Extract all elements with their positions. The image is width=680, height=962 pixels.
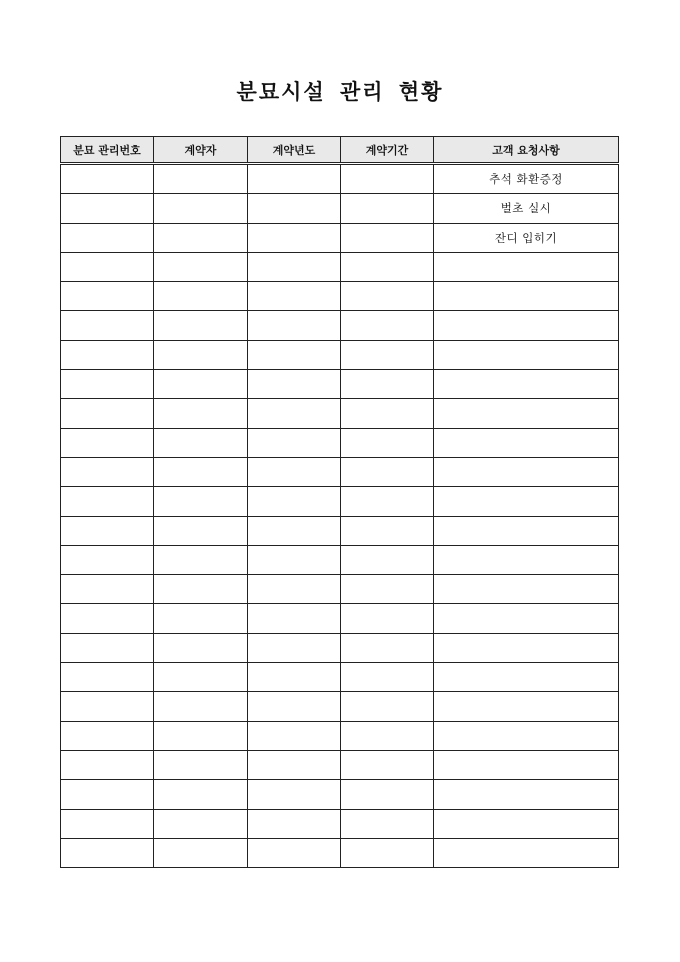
cell-contract-year: [248, 663, 341, 692]
cell-contractor: [154, 604, 248, 633]
cell-customer-request: [434, 692, 619, 721]
cell-grave-number: [61, 604, 154, 633]
cell-contract-period: [341, 663, 434, 692]
cell-contractor: [154, 633, 248, 662]
cell-contractor: [154, 663, 248, 692]
cell-grave-number: [61, 663, 154, 692]
cell-grave-number: [61, 399, 154, 428]
column-header-customer-requests: 고객 요청사항: [434, 137, 619, 164]
header-row: [61, 137, 619, 164]
management-table: [60, 136, 619, 868]
cell-contract-year: [248, 164, 341, 194]
table-row: [61, 252, 619, 281]
cell-contract-year: [248, 399, 341, 428]
cell-contract-year: [248, 516, 341, 545]
cell-customer-request: [434, 340, 619, 369]
cell-customer-request: [434, 750, 619, 779]
column-header-contract-year: 계약년도: [248, 137, 341, 164]
cell-contract-period: [341, 838, 434, 867]
table-row: [61, 692, 619, 721]
cell-contract-year: [248, 604, 341, 633]
cell-grave-number: [61, 252, 154, 281]
cell-grave-number: [61, 311, 154, 340]
cell-customer-request: [434, 809, 619, 838]
cell-grave-number: [61, 750, 154, 779]
cell-grave-number: [61, 457, 154, 486]
table-row: [61, 545, 619, 574]
cell-contract-period: [341, 633, 434, 662]
cell-contractor: [154, 545, 248, 574]
table-row: [61, 721, 619, 750]
column-header-grave-number: 분묘 관리번호: [61, 137, 154, 164]
cell-contract-year: [248, 194, 341, 223]
cell-contract-period: [341, 545, 434, 574]
table-body: [61, 164, 619, 868]
table-row: [61, 575, 619, 604]
table-row: [61, 370, 619, 399]
cell-customer-request: [434, 663, 619, 692]
cell-grave-number: [61, 194, 154, 223]
cell-grave-number: [61, 164, 154, 194]
cell-contract-period: [341, 223, 434, 252]
cell-contractor: [154, 223, 248, 252]
table-row: [61, 604, 619, 633]
table-row: [61, 633, 619, 662]
table-row: [61, 428, 619, 457]
cell-contractor: [154, 809, 248, 838]
cell-customer-request: [434, 282, 619, 311]
cell-contract-year: [248, 575, 341, 604]
cell-contract-year: [248, 340, 341, 369]
table-row: [61, 399, 619, 428]
cell-contract-year: [248, 457, 341, 486]
cell-contract-period: [341, 428, 434, 457]
cell-grave-number: [61, 340, 154, 369]
table-row: [61, 164, 619, 194]
cell-contractor: [154, 575, 248, 604]
cell-customer-request: [434, 575, 619, 604]
table-row: [61, 223, 619, 252]
table-row: [61, 194, 619, 223]
table-row: [61, 311, 619, 340]
cell-contractor: [154, 692, 248, 721]
cell-contract-period: [341, 252, 434, 281]
cell-contractor: [154, 428, 248, 457]
table-row: [61, 750, 619, 779]
cell-contractor: [154, 282, 248, 311]
cell-contractor: [154, 399, 248, 428]
cell-customer-request: [434, 516, 619, 545]
cell-contract-period: [341, 750, 434, 779]
cell-customer-request: [434, 780, 619, 809]
cell-contract-year: [248, 750, 341, 779]
cell-contractor: [154, 516, 248, 545]
cell-contract-period: [341, 340, 434, 369]
table-row: [61, 457, 619, 486]
cell-grave-number: [61, 428, 154, 457]
cell-contractor: [154, 311, 248, 340]
cell-grave-number: [61, 692, 154, 721]
table-row: [61, 663, 619, 692]
cell-grave-number: [61, 780, 154, 809]
page-title: 분묘시설 관리 현황: [236, 79, 444, 104]
cell-customer-request: [434, 487, 619, 516]
cell-contract-period: [341, 516, 434, 545]
cell-contract-year: [248, 370, 341, 399]
table-row: [61, 282, 619, 311]
cell-grave-number: [61, 545, 154, 574]
cell-contractor: [154, 750, 248, 779]
cell-customer-request: [434, 399, 619, 428]
cell-contractor: [154, 721, 248, 750]
cell-contract-period: [341, 809, 434, 838]
table-row: [61, 487, 619, 516]
cell-customer-request: [434, 838, 619, 867]
cell-contract-year: [248, 692, 341, 721]
cell-contract-year: [248, 311, 341, 340]
cell-contractor: [154, 780, 248, 809]
cell-contract-period: [341, 311, 434, 340]
cell-contract-year: [248, 633, 341, 662]
cell-grave-number: [61, 721, 154, 750]
cell-grave-number: [61, 282, 154, 311]
cell-contractor: [154, 838, 248, 867]
table-row: [61, 516, 619, 545]
cell-contractor: [154, 457, 248, 486]
table-row: [61, 838, 619, 867]
cell-contract-period: [341, 370, 434, 399]
cell-customer-request: [434, 370, 619, 399]
cell-customer-request: [434, 604, 619, 633]
cell-contract-period: [341, 575, 434, 604]
cell-grave-number: [61, 223, 154, 252]
cell-grave-number: [61, 575, 154, 604]
cell-contract-year: [248, 282, 341, 311]
column-header-contractor: 계약자: [154, 137, 248, 164]
cell-customer-request: [434, 428, 619, 457]
column-header-contract-period: 계약기간: [341, 137, 434, 164]
cell-contractor: [154, 194, 248, 223]
table-row: [61, 809, 619, 838]
cell-contract-year: [248, 487, 341, 516]
cell-grave-number: [61, 633, 154, 662]
cell-contract-year: [248, 428, 341, 457]
cell-contract-year: [248, 780, 341, 809]
cell-customer-request: [434, 457, 619, 486]
cell-contract-period: [341, 164, 434, 194]
cell-customer-request: [434, 545, 619, 574]
cell-contractor: [154, 370, 248, 399]
cell-customer-request: [434, 311, 619, 340]
cell-customer-request: 잔디 입히기: [434, 223, 619, 252]
cell-contract-period: [341, 457, 434, 486]
cell-contract-year: [248, 252, 341, 281]
cell-contractor: [154, 487, 248, 516]
cell-contract-period: [341, 399, 434, 428]
cell-contract-period: [341, 780, 434, 809]
cell-contract-period: [341, 692, 434, 721]
cell-contract-year: [248, 809, 341, 838]
cell-contract-period: [341, 487, 434, 516]
cell-contract-year: [248, 545, 341, 574]
cell-grave-number: [61, 809, 154, 838]
cell-contractor: [154, 252, 248, 281]
cell-customer-request: 벌초 실시: [434, 194, 619, 223]
cell-grave-number: [61, 516, 154, 545]
cell-contractor: [154, 164, 248, 194]
cell-contract-year: [248, 721, 341, 750]
cell-grave-number: [61, 370, 154, 399]
cell-contract-period: [341, 604, 434, 633]
cell-contract-year: [248, 838, 341, 867]
cell-grave-number: [61, 838, 154, 867]
cell-customer-request: [434, 633, 619, 662]
cell-customer-request: [434, 721, 619, 750]
cell-contract-period: [341, 721, 434, 750]
table-header: [61, 137, 619, 164]
cell-customer-request: [434, 252, 619, 281]
cell-customer-request: 추석 화환증정: [434, 164, 619, 194]
cell-contract-period: [341, 282, 434, 311]
cell-grave-number: [61, 487, 154, 516]
cell-contractor: [154, 340, 248, 369]
cell-contract-year: [248, 223, 341, 252]
table-row: [61, 340, 619, 369]
table-row: [61, 780, 619, 809]
cell-contract-period: [341, 194, 434, 223]
